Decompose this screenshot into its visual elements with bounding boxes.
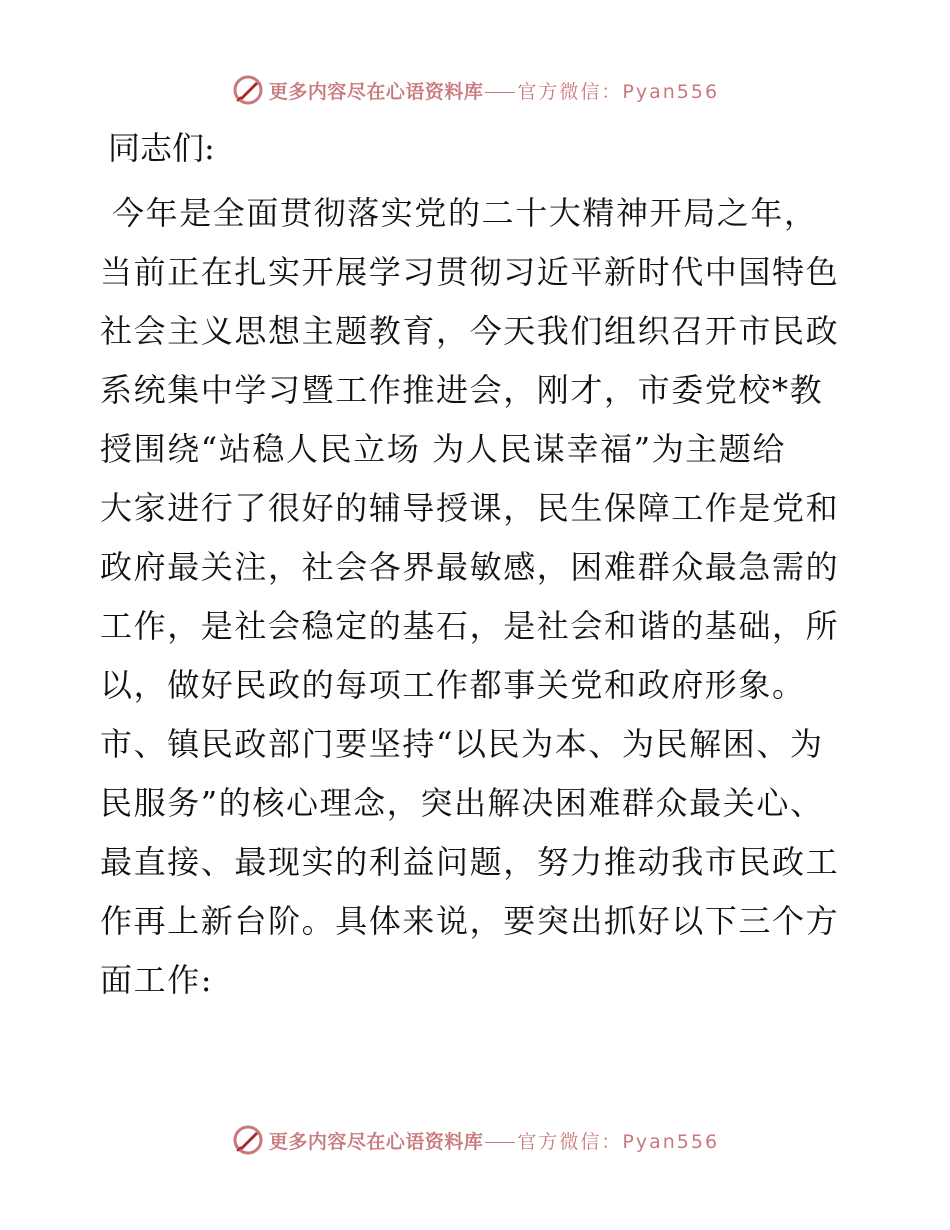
header-site-text: 更多内容尽在心语资料库 bbox=[268, 80, 484, 103]
header-dash bbox=[485, 92, 515, 93]
paragraph-line: 大家进行了很好的辅导授课，民生保障工作是党和 bbox=[100, 489, 840, 527]
paragraph-line: 工作，是社会稳定的基石，是社会和谐的基础，所 bbox=[100, 607, 840, 645]
page-header-watermark bbox=[0, 70, 950, 110]
page-footer-watermark bbox=[0, 1120, 950, 1160]
paragraph-line: 政府最关注，社会各界最敏感，困难群众最急需的 bbox=[100, 548, 840, 586]
header-contact-text: 官方微信：Pyan556 bbox=[517, 80, 720, 103]
quill-logo-icon bbox=[231, 73, 265, 107]
salutation: 同志们: bbox=[108, 129, 215, 167]
footer-contact-text: 官方微信：Pyan556 bbox=[517, 1130, 720, 1153]
paragraph-line: 以，做好民政的每项工作都事关党和政府形象。 bbox=[100, 666, 806, 704]
footer-site-text: 更多内容尽在心语资料库 bbox=[268, 1130, 484, 1153]
paragraph-line: 系统集中学习暨工作推进会，刚才，市委党校*教 bbox=[100, 371, 824, 409]
paragraph-line: 社会主义思想主题教育，今天我们组织召开市民政 bbox=[100, 312, 840, 350]
header-brand-text bbox=[269, 77, 719, 104]
footer-dash bbox=[485, 1142, 515, 1143]
paragraph-line: 今年是全面贯彻落实党的二十大精神开局之年， bbox=[112, 194, 818, 232]
paragraph-line: 面工作: bbox=[100, 961, 214, 999]
quill-logo-icon bbox=[231, 1123, 265, 1157]
paragraph-line: 最直接、最现实的利益问题，努力推动我市民政工 bbox=[100, 843, 840, 881]
paragraph-line: 授围绕“站稳人民立场 为人民谋幸福”为主题给 bbox=[100, 430, 787, 468]
paragraph-line: 民服务”的核心理念，突出解决困难群众最关心、 bbox=[100, 784, 824, 822]
footer-brand-text bbox=[269, 1127, 719, 1154]
paragraph-line: 作再上新台阶。具体来说，要突出抓好以下三个方 bbox=[100, 902, 840, 940]
document-body bbox=[100, 122, 860, 1010]
paragraph-line: 市、镇民政部门要坚持“以民为本、为民解困、为 bbox=[100, 725, 824, 763]
paragraph-line: 当前正在扎实开展学习贯彻习近平新时代中国特色 bbox=[100, 253, 840, 291]
